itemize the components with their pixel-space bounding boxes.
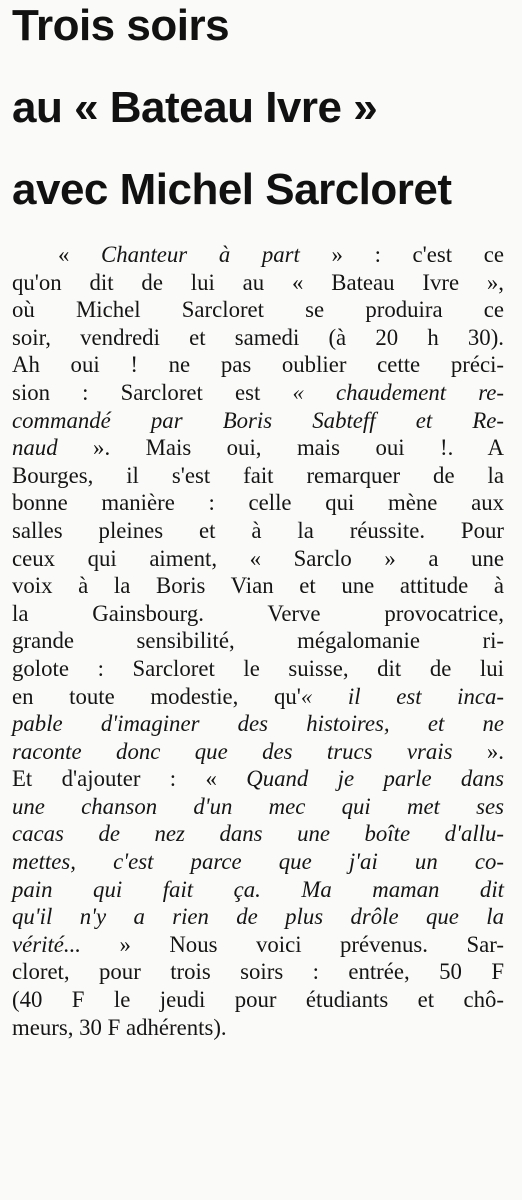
article-line <box>12 876 504 904</box>
article-line <box>12 434 504 462</box>
headline-line-1: Trois soirs <box>12 1 230 50</box>
headline-line-2: au « Bateau Ivre » <box>12 83 378 132</box>
article-line <box>12 903 504 931</box>
article-line <box>12 710 504 738</box>
article-line <box>12 931 504 959</box>
body-text-segment: » Nous voici prévenus. Sar- <box>81 931 504 957</box>
body-text-segment: ceux qui aiment, « Sarclo » a une <box>12 545 504 571</box>
article-line <box>12 820 504 848</box>
body-text-segment: voix à la Boris Vian et une attitude à <box>12 573 504 599</box>
article-line <box>12 296 504 324</box>
body-text-segment: grande sensibilité, mégalomanie ri- <box>12 628 504 654</box>
article-line <box>12 738 504 766</box>
body-text-segment: la Gainsbourg. Verve provocatrice, <box>12 600 504 626</box>
article-line <box>12 793 504 821</box>
body-text-segment: où Michel Sarcloret se produira ce <box>12 297 504 323</box>
body-text-segment: » : c'est ce <box>299 242 504 267</box>
article-line <box>12 683 504 711</box>
body-text-segment: Bourges, il s'est fait remarquer de la <box>12 462 504 488</box>
body-text-segment: meurs, 30 F adhérents). <box>12 1014 227 1040</box>
quote-text: « il est inca- <box>300 683 504 709</box>
article-line <box>12 655 504 683</box>
body-text-segment: (40 F le jeudi pour étudiants et chô- <box>12 987 504 1013</box>
article-line <box>12 489 504 517</box>
quote-text: vérité... <box>12 931 81 957</box>
quote-text: cacas de nez dans une boîte d'allu- <box>12 821 504 847</box>
body-text-segment: ». Mais oui, mais oui !. A <box>57 435 504 461</box>
article-line <box>12 324 504 352</box>
article-line <box>12 600 504 628</box>
article-line <box>12 572 504 600</box>
quote-text: naud <box>12 435 58 461</box>
article-line <box>12 351 504 379</box>
headline <box>12 0 504 231</box>
article-body <box>12 241 504 1041</box>
headline-line-3: avec Michel Sarcloret <box>12 165 452 214</box>
article-line <box>12 1014 504 1042</box>
quote-text: Chanteur à part <box>101 242 300 267</box>
body-text-segment: salles pleines et à la réussite. Pour <box>12 517 504 543</box>
article-line <box>12 765 504 793</box>
quote-text: une chanson d'un mec qui met ses <box>12 793 504 819</box>
quote-text: pable d'imaginer des histoires, et ne <box>12 711 504 737</box>
body-text-segment: cloret, pour trois soirs : entrée, 50 F <box>12 959 504 985</box>
article-line <box>12 848 504 876</box>
article-line <box>12 269 504 297</box>
quote-text: commandé par Boris Sabteff et Re- <box>12 407 504 433</box>
body-text-segment: Ah oui ! ne pas oublier cette préci- <box>12 352 504 378</box>
article-line <box>12 379 504 407</box>
article-line <box>12 958 504 986</box>
quote-text: raconte donc que des trucs vrais <box>12 738 453 764</box>
quote-text: qu'il n'y a rien de plus drôle que la <box>12 904 504 930</box>
quote-text: pain qui fait ça. Ma maman dit <box>12 876 504 902</box>
body-text-segment: soir, vendredi et samedi (à 20 h 30). <box>12 324 504 350</box>
body-text-segment: ». <box>452 738 504 764</box>
body-text-segment: Et d'ajouter : « <box>12 766 247 792</box>
article-line <box>12 986 504 1014</box>
body-text-segment: « <box>58 242 102 267</box>
body-text-segment: sion : Sarcloret est <box>12 379 293 405</box>
body-text-segment: en toute modestie, qu' <box>12 683 301 709</box>
body-text-segment: bonne manière : celle qui mène aux <box>12 490 504 516</box>
quote-text: « chaudement re- <box>292 379 504 405</box>
article-line <box>12 407 504 435</box>
body-text-segment: golote : Sarcloret le suisse, dit de lui <box>12 655 504 681</box>
article-line <box>12 241 504 269</box>
body-text-segment: qu'on dit de lui au « Bateau Ivre », <box>12 269 504 295</box>
article-line <box>12 517 504 545</box>
article-line <box>12 462 504 490</box>
article-line <box>12 627 504 655</box>
article-line <box>12 545 504 573</box>
quote-text: mettes, c'est parce que j'ai un co- <box>12 849 504 875</box>
quote-text: Quand je parle dans <box>246 766 505 792</box>
